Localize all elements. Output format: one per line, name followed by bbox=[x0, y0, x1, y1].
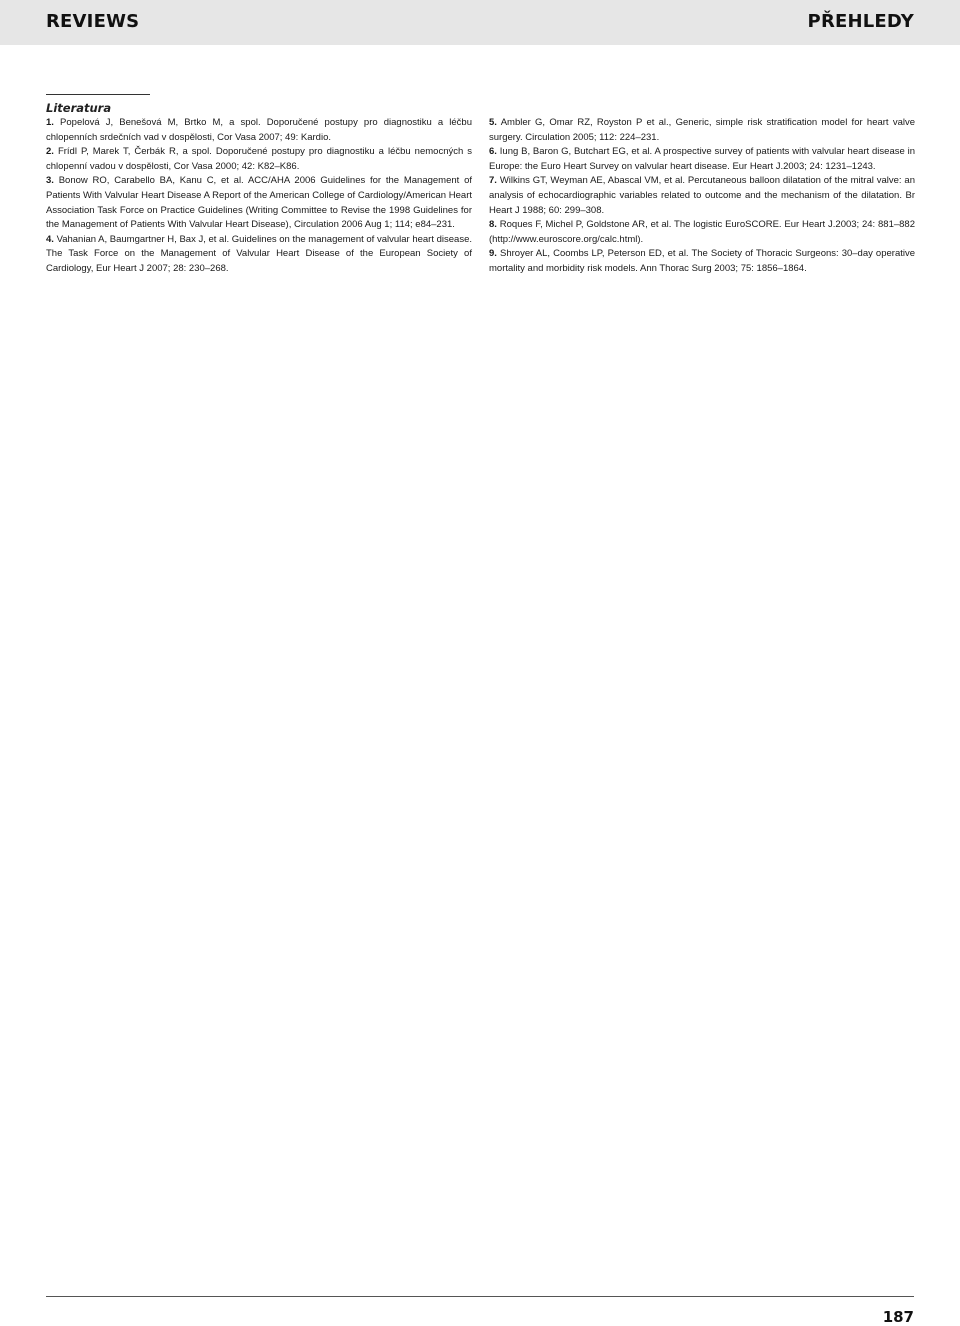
footer-rule bbox=[46, 1296, 914, 1297]
reference-item bbox=[46, 145, 472, 174]
section-title: Literatura bbox=[46, 101, 112, 115]
reference-number: 8. bbox=[489, 219, 497, 231]
reference-number: 6. bbox=[489, 146, 497, 158]
reference-item bbox=[46, 174, 472, 232]
page-header bbox=[0, 0, 960, 45]
reference-text: Wilkins GT, Weyman AE, Abascal VM, et al. Percutaneous balloon dilatation of the mitral valve: an analysis of echocardiographic variables related to outcome and the mechanism of the dilatation. Br Heart J 1988; 60: 299–308. bbox=[489, 175, 915, 216]
reference-item bbox=[489, 116, 915, 145]
reference-number: 2. bbox=[46, 146, 54, 158]
references-column-right bbox=[489, 116, 915, 277]
reference-text: Iung B, Baron G, Butchart EG, et al. A prospective survey of patients with valvular heart disease in Europe: the Euro Heart Survey on valvular heart disease. Eur Heart J.2003; 24: 1231–1243. bbox=[489, 146, 915, 172]
reference-text: Popelová J, Benešová M, Brtko M, a spol. Doporučené postupy pro diagnostiku a léčbu chlopenních srdečních vad v dospělosti, Cor Vasa 2007; 49: Kardio. bbox=[46, 117, 472, 143]
reference-number: 3. bbox=[46, 175, 54, 187]
reference-number: 7. bbox=[489, 175, 497, 187]
reference-text: Roques F, Michel P, Goldstone AR, et al. The logistic EuroSCORE. Eur Heart J.2003; 24: 881–882 (http://www.euroscore.org/calc.html). bbox=[489, 219, 915, 245]
reference-item bbox=[46, 116, 472, 145]
reference-number: 4. bbox=[46, 233, 54, 245]
reference-item bbox=[489, 247, 915, 276]
reference-text: Bonow RO, Carabello BA, Kanu C, et al. ACC/AHA 2006 Guidelines for the Management of Patients With Valvular Heart Disease A Report of the American College of Cardiology/American Heart Association Task Force on Practice Guidelines (Writing Committee to Revise the 1998 Guidelines for the Management of Patients With Valvular Heart Disease), Circulation 2006 Aug 1; 114; e84–231. bbox=[46, 175, 472, 231]
section-rule bbox=[46, 94, 150, 95]
reference-item bbox=[489, 174, 915, 218]
reference-text: Shroyer AL, Coombs LP, Peterson ED, et al. The Society of Thoracic Surgeons: 30–day operative mortality and morbidity risk models. Ann Thorac Surg 2003; 75: 1856–1864. bbox=[489, 248, 916, 274]
reference-text: Vahanian A, Baumgartner H, Bax J, et al. Guidelines on the management of valvular heart disease. The Task Force on the Management of Valvular Heart Disease of the European Society of Cardiology, Eur Heart J 2007; 28: 230–268. bbox=[46, 233, 473, 274]
reference-number: 5. bbox=[489, 117, 497, 128]
page-number: 187 bbox=[882, 1308, 914, 1326]
reference-item bbox=[489, 145, 915, 174]
references-column-left bbox=[46, 116, 472, 277]
header-title-right: PŘEHLEDY bbox=[807, 11, 914, 32]
reference-number: 9. bbox=[489, 248, 497, 260]
reference-text: Ambler G, Omar RZ, Royston P et al., Generic, simple risk stratification model for heart valve surgery. Circulation 2005; 112: 224–231. bbox=[489, 117, 916, 143]
reference-item bbox=[46, 233, 472, 277]
reference-item bbox=[489, 218, 915, 247]
header-title-left: REVIEWS bbox=[46, 11, 140, 32]
reference-text: Frídl P, Marek T, Čerbák R, a spol. Doporučené postupy pro diagnostiku a léčbu nemocných s chlopenní vadou v dospělosti, Cor Vasa 2000; 42: K82–K86. bbox=[46, 146, 473, 172]
reference-number: 1. bbox=[46, 117, 54, 128]
